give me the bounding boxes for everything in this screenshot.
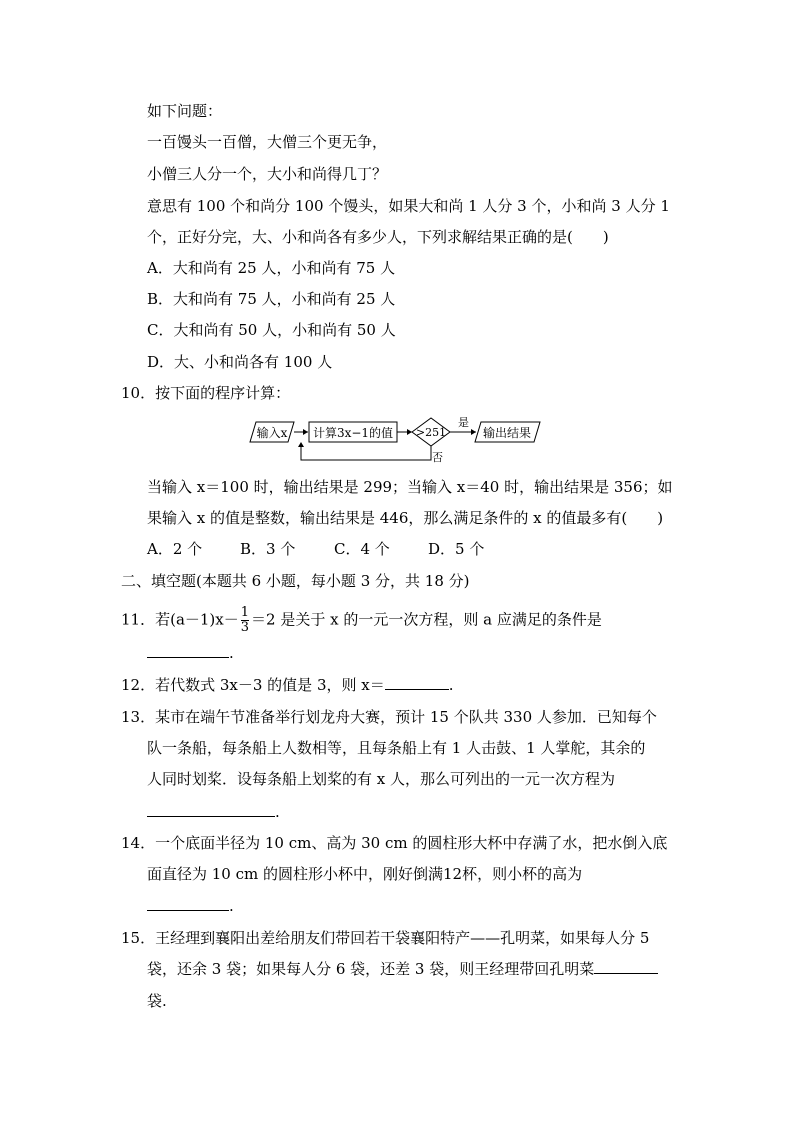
q15-line-1: 15．王经理到襄阳出差给朋友们带回若干袋襄阳特产——孔明菜，如果每人分 5 <box>121 929 650 947</box>
section-2-heading: 二、填空题(本题共 6 小题，每小题 3 分，共 18 分) <box>121 572 470 590</box>
q14-end: . <box>229 897 234 915</box>
flow-condition-label: >251 <box>415 426 447 439</box>
q11-end: . <box>229 644 234 662</box>
q15-answer-blank[interactable] <box>594 959 658 974</box>
q10-stem: 10．按下面的程序计算： <box>121 384 291 402</box>
q10-text-line-1: 当输入 x＝100 时，输出结果是 299；当输入 x＝40 时，输出结果是 356；如 <box>147 478 673 496</box>
q9-option-d: D．大、小和尚各有 100 人 <box>147 353 333 371</box>
q10-text-line-2: 果输入 x 的值是整数，输出结果是 446，那么满足条件的 x 的值最多有( ) <box>147 509 664 527</box>
q9-option-b: B．大和尚有 75 人，小和尚有 25 人 <box>147 290 396 308</box>
flow-input-label: 输入x <box>256 426 288 440</box>
q12-stem <box>121 675 454 695</box>
q15-line-2 <box>147 959 658 979</box>
q13-end: . <box>275 803 280 821</box>
q9-description-line-2: 个，正好分完，大、小和尚各有多少人，下列求解结果正确的是( ) <box>147 228 609 246</box>
q15-line-2-text: 袋，还余 3 袋；如果每人分 6 袋，还差 3 袋，则王经理带回孔明菜 <box>147 960 595 978</box>
q10-option-c: C．4 个 <box>334 540 390 558</box>
q13-line-1: 13．某市在端午节准备举行划龙舟大赛，预计 15 个队共 330 人参加．已知每个 <box>121 708 657 726</box>
q15-line-3: 袋. <box>147 992 167 1010</box>
q12-end: . <box>448 676 454 694</box>
q12-answer-blank[interactable] <box>385 675 449 690</box>
flow-no-label: 否 <box>432 451 443 464</box>
q12-prefix: 12．若代数式 3x－3 的值是 3，则 x＝ <box>121 676 385 694</box>
q14-answer-blank[interactable] <box>147 896 229 911</box>
q11-stem <box>121 606 602 635</box>
q11-fraction-denominator: 3 <box>240 620 250 635</box>
q11-fraction <box>241 606 249 635</box>
flow-output-label: 输出结果 <box>482 426 532 440</box>
q9-option-c: C．大和尚有 50 人，小和尚有 50 人 <box>147 321 396 339</box>
q10-option-a: A．2 个 <box>147 540 203 558</box>
q11-fraction-numerator: 1 <box>240 605 250 620</box>
q14-line-2: 面直径为 10 cm 的圆柱形小杯中，刚好倒满12杯，则小杯的高为 <box>147 865 583 883</box>
q14-answer-line <box>147 896 234 916</box>
q9-description-line-1: 意思有 100 个和尚分 100 个馒头，如果大和尚 1 人分 3 个，小和尚 3 人分 1 <box>147 197 670 215</box>
q10-option-b: B．3 个 <box>240 540 296 558</box>
q11-prefix: 11．若(a－1)x－ <box>121 610 239 629</box>
q13-answer-blank[interactable] <box>147 802 275 817</box>
q14-line-1: 14．一个底面半径为 10 cm、高为 30 cm 的圆柱形大杯中存满了水，把水倒入底 <box>121 834 668 852</box>
flow-yes-label: 是 <box>458 416 469 429</box>
q10-flowchart <box>248 414 548 466</box>
q11-suffix: ＝2 是关于 x 的一元一次方程，则 a 应满足的条件是 <box>251 610 602 629</box>
q13-answer-line <box>147 802 280 822</box>
q13-line-3: 人同时划桨．设每条船上划桨的有 x 人，那么可列出的一元一次方程为 <box>147 770 615 788</box>
q9-poem-line-2: 小僧三人分一个，大小和尚得几丁？ <box>147 165 388 183</box>
q10-option-d: D．5 个 <box>428 540 485 558</box>
q9-option-a: A．大和尚有 25 人，小和尚有 75 人 <box>147 259 396 277</box>
q13-line-2: 队一条船，每条船上人数相等，且每条船上有 1 人击鼓、1 人掌舵，其余的 <box>147 739 646 757</box>
q9-intro: 如下问题： <box>147 102 223 120</box>
q9-poem-line-1: 一百馒头一百僧，大僧三个更无争， <box>147 133 388 151</box>
q11-answer-line <box>147 643 234 663</box>
q11-answer-blank[interactable] <box>147 643 229 658</box>
flow-compute-label: 计算3x−1的值 <box>312 426 394 440</box>
